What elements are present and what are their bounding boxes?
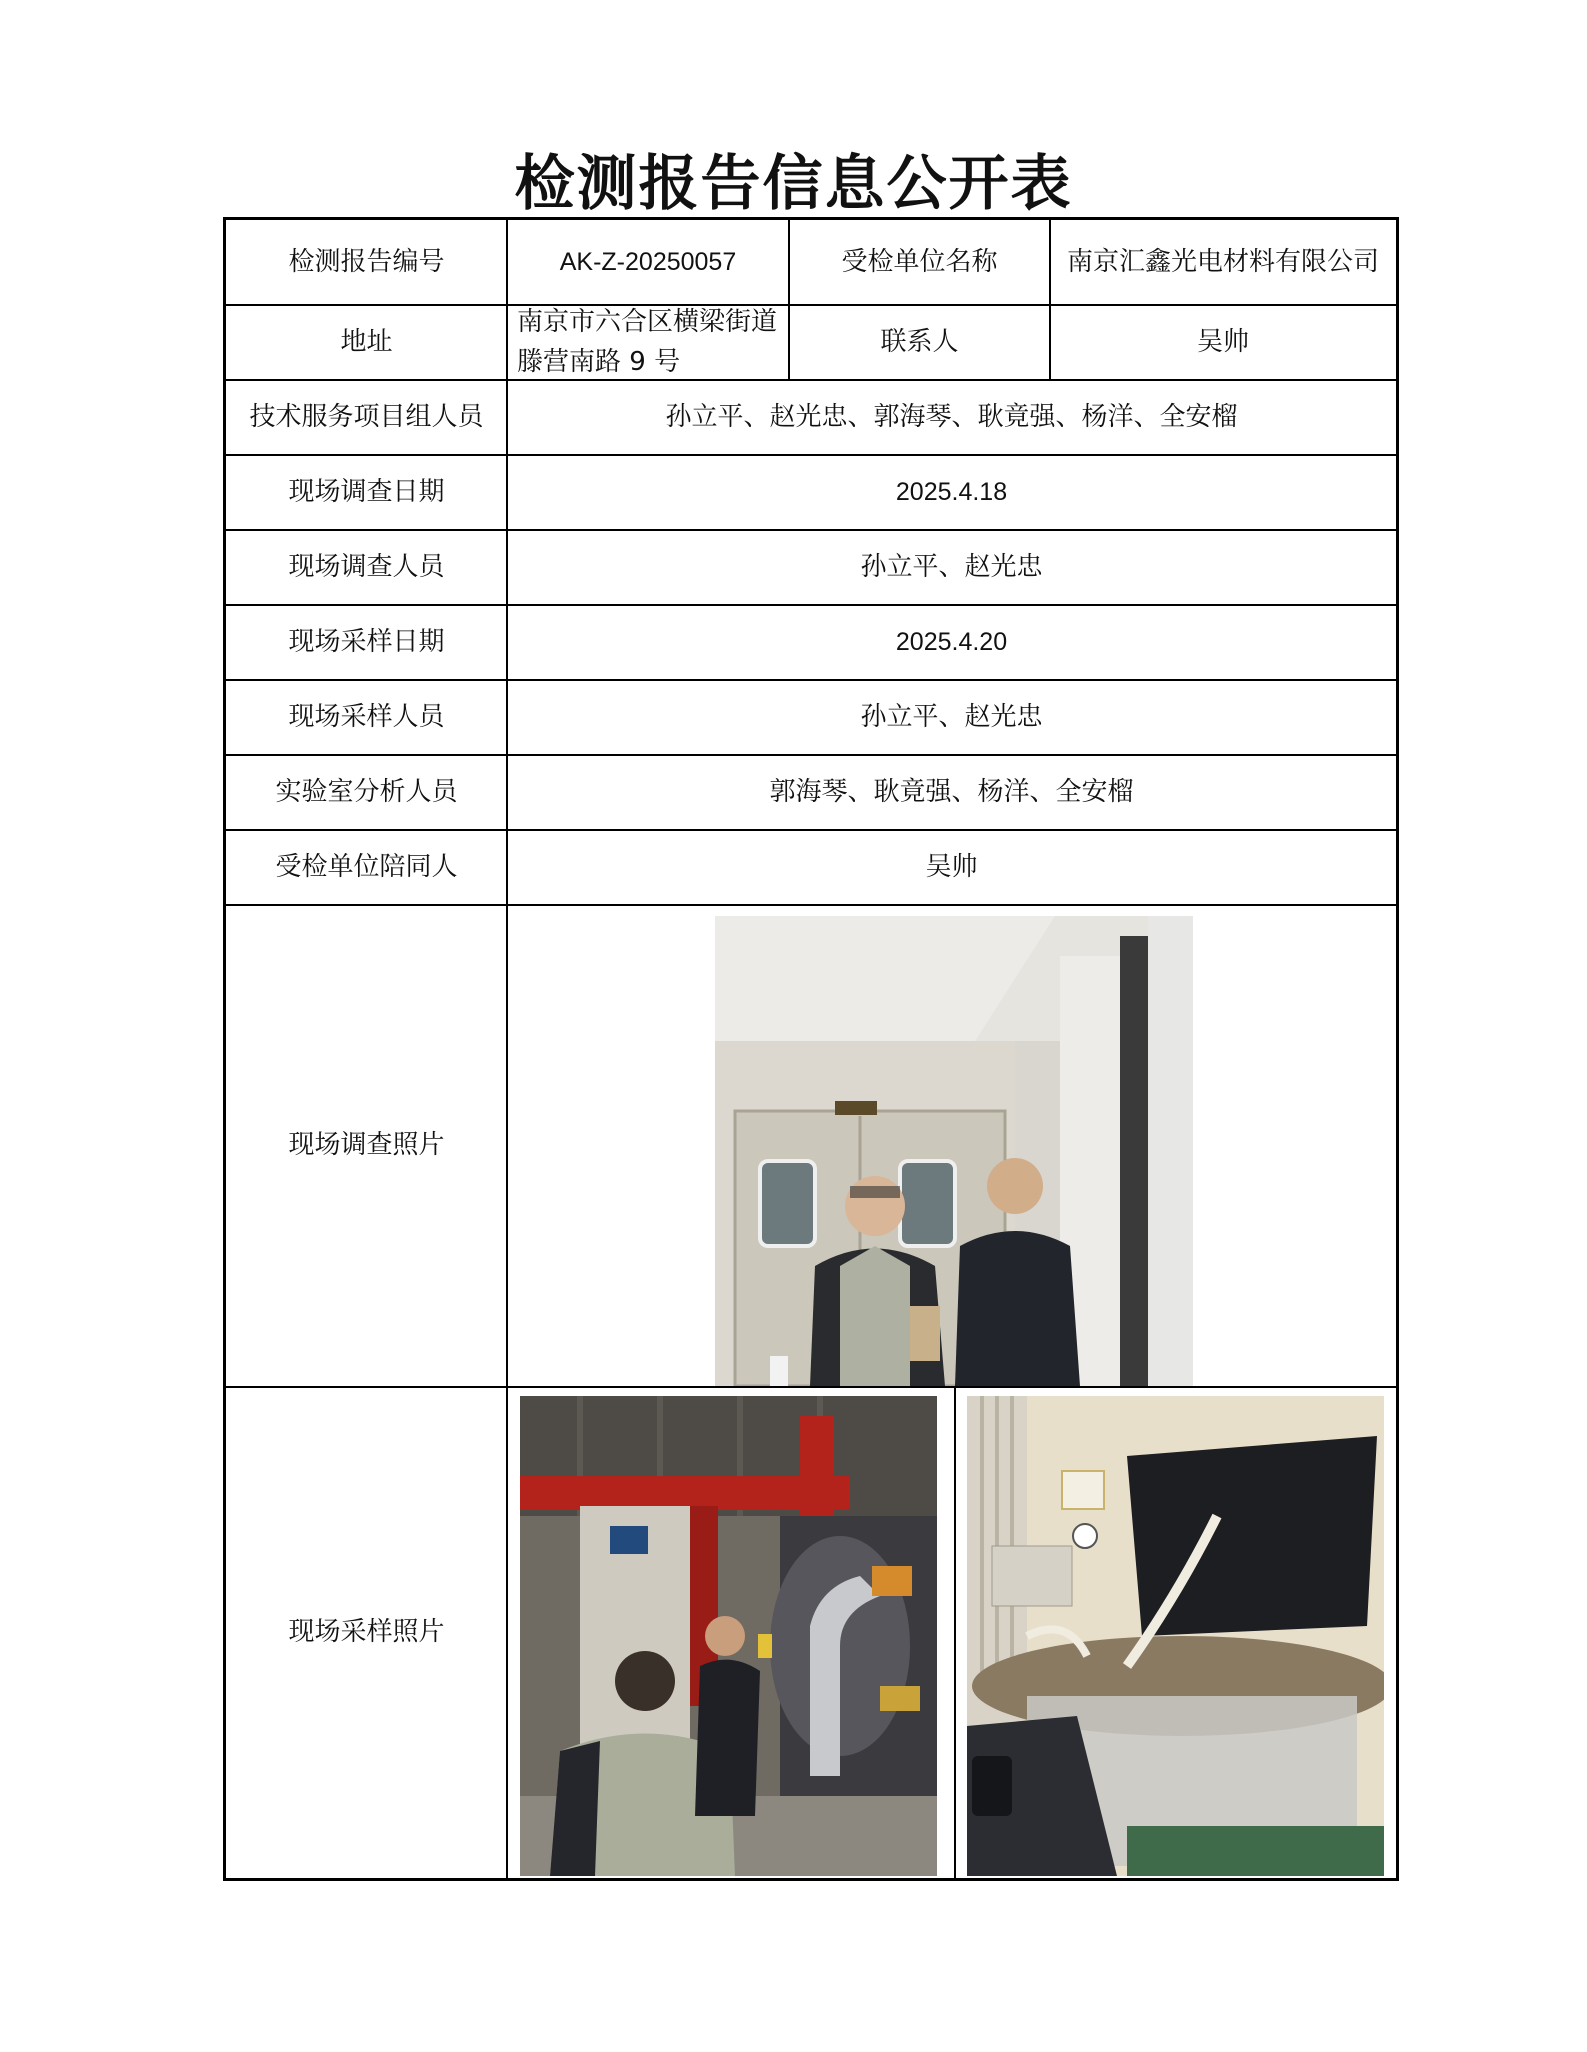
- sampling-photo-label: 现场采样照片: [288, 1617, 445, 1647]
- survey-date-label: 现场调查日期: [288, 476, 445, 507]
- unit-name-value: 南京汇鑫光电材料有限公司: [1066, 247, 1379, 277]
- sampling-photo-tank: [967, 1396, 1384, 1876]
- survey-date-value: 2025.4.18: [895, 477, 1008, 506]
- sampling-staff-value: 孙立平、赵光忠: [860, 701, 1043, 732]
- team-label: 技术服务项目组人员: [249, 401, 484, 432]
- survey-photo: [715, 916, 1193, 1386]
- lab-staff-label: 实验室分析人员: [275, 776, 458, 807]
- sampling-staff-label: 现场采样人员: [288, 701, 445, 732]
- team-value: 孙立平、赵光忠、郭海琴、耿竟强、杨洋、全安榴: [665, 401, 1238, 432]
- survey-staff-label: 现场调查人员: [288, 551, 445, 582]
- contact-label: 联系人: [880, 326, 959, 357]
- report-no-value: AK-Z-20250057: [559, 248, 737, 276]
- escort-label: 受检单位陪同人: [275, 851, 458, 882]
- survey-photo-label: 现场调查照片: [288, 1130, 445, 1160]
- escort-value: 吴帅: [925, 851, 978, 882]
- address-value: 南京市六合区横梁街道滕营南路 9 号: [517, 306, 778, 377]
- page-title: 检测报告信息公开表: [514, 149, 1073, 219]
- address-label: 地址: [340, 326, 393, 357]
- sampling-date-value: 2025.4.20: [895, 627, 1008, 656]
- contact-value: 吴帅: [1196, 326, 1249, 357]
- unit-name-label: 受检单位名称: [841, 247, 998, 277]
- sampling-date-label: 现场采样日期: [288, 626, 445, 657]
- report-no-label: 检测报告编号: [288, 247, 445, 277]
- survey-staff-value: 孙立平、赵光忠: [860, 551, 1043, 582]
- report-info-table: [223, 217, 1399, 1881]
- lab-staff-value: 郭海琴、耿竟强、杨洋、全安榴: [769, 776, 1134, 807]
- sampling-photo-boiler-room: [520, 1396, 937, 1876]
